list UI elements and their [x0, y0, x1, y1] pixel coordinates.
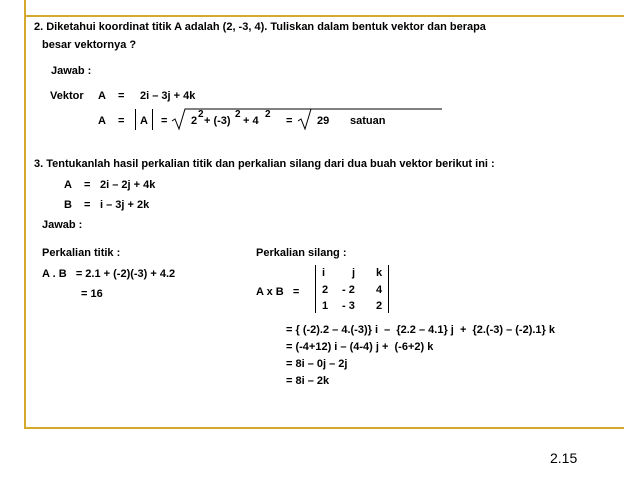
top-accent-bar — [24, 15, 624, 17]
radicand-exp-3: 2 — [265, 109, 271, 120]
det-r1-c3: k — [376, 267, 383, 279]
determinant-bar-right — [388, 265, 389, 313]
cross-step-4: = 8i – 2k — [286, 375, 330, 387]
dot-product-title: Perkalian titik : — [42, 247, 121, 259]
vektor-equals: = — [118, 90, 125, 102]
cross-step-2: = (-4+12) i – (4-4) j + (-6+2) k — [286, 341, 434, 353]
vector-B-equals: = — [84, 199, 91, 211]
det-r1-c2: j — [352, 267, 356, 279]
magnitude-result: 29 — [317, 115, 330, 127]
det-r2-c2: - 2 — [342, 284, 355, 296]
radicand-exp-2: 2 — [235, 109, 241, 120]
det-r3-c2: - 3 — [342, 300, 355, 312]
radicand-term-1: 2 — [191, 115, 198, 127]
det-r3-c1: 1 — [322, 300, 329, 312]
bottom-accent-bar — [24, 427, 624, 429]
magnitude-A: A — [98, 115, 106, 127]
magnitude-unit: satuan — [350, 115, 386, 127]
dot-product-result: = 16 — [81, 288, 103, 300]
vektor-A: A — [98, 90, 106, 102]
q2-line-2: besar vektornya ? — [42, 39, 137, 51]
left-accent-bar — [24, 0, 26, 428]
slide-number: 2.15 — [550, 450, 578, 466]
det-r1-c1: i — [322, 267, 326, 279]
cross-step-3: = 8i – 0j – 2j — [286, 358, 348, 370]
cross-product-label: A x B = — [256, 286, 300, 298]
q2-jawab: Jawab : — [51, 65, 92, 77]
det-r2-c1: 2 — [322, 284, 329, 296]
radicand-term-2: + (-3) — [204, 115, 231, 127]
radicand-exp-1: 2 — [198, 109, 204, 120]
magnitude-equals-1: = — [118, 115, 125, 127]
vektor-label: Vektor — [50, 90, 84, 102]
cross-product-title: Perkalian silang : — [256, 247, 347, 259]
magnitude-equals-2: = — [161, 115, 168, 127]
q2-line-1: 2. Diketahui koordinat titik A adalah (2, -3, 4). Tuliskan dalam bentuk vektor dan berapa — [34, 21, 486, 33]
abs-bar-right — [152, 109, 153, 130]
vector-A-label: A — [64, 179, 72, 191]
q3-heading: 3. Tentukanlah hasil perkalian titik dan perkalian silang dari dua buah vektor berikut ini : — [34, 158, 495, 170]
magnitude-A-inner: A — [140, 115, 148, 127]
vektor-value: 2i – 3j + 4k — [140, 90, 196, 102]
dot-product-line-1: A . B = 2.1 + (-2)(-3) + 4.2 — [42, 268, 176, 280]
q3-jawab: Jawab : — [42, 219, 83, 231]
det-r3-c3: 2 — [376, 300, 383, 312]
magnitude-equals-3: = — [286, 115, 293, 127]
vector-A-equals: = — [84, 179, 91, 191]
det-r2-c3: 4 — [376, 284, 383, 296]
radicand-term-3: + 4 — [243, 115, 259, 127]
vector-B-value: i – 3j + 2k — [100, 199, 150, 211]
sqrt-symbol-1 — [172, 108, 188, 130]
determinant-bar-left — [315, 265, 316, 313]
abs-bar-left — [135, 109, 136, 130]
vector-A-value: 2i – 2j + 4k — [100, 179, 156, 191]
cross-step-1: = { (-2).2 – 4.(-3)} i – {2.2 – 4.1} j + {2.(-3) – (-2).1} k — [286, 324, 556, 336]
vector-B-label: B — [64, 199, 72, 211]
